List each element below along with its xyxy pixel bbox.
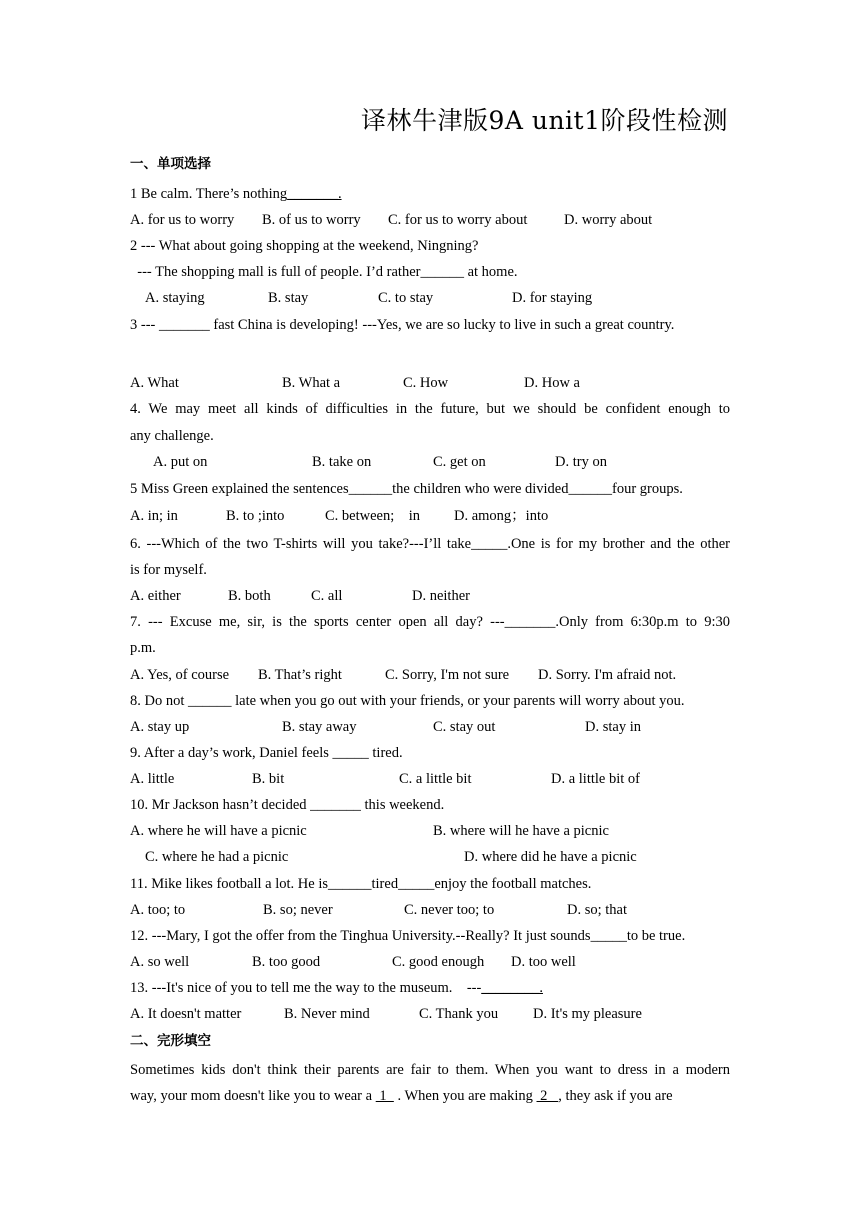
q9-option-c: C. a little bit	[399, 771, 472, 787]
q12-option-d: D. too well	[511, 954, 576, 970]
q10-option-d: D. where did he have a picnic	[464, 849, 637, 865]
question-1-blank: _______.	[287, 186, 342, 202]
q6-option-a: A. either	[130, 588, 181, 604]
question-2-stem: 2 --- What about going shopping at the weekend, Ningning?	[130, 238, 479, 254]
q3-option-b: B. What a	[282, 375, 341, 391]
q13-option-a: A. It doesn't matter	[130, 1006, 242, 1022]
q7-option-d: D. Sorry. I'm afraid not.	[538, 667, 677, 683]
q9-option-a: A. little	[130, 771, 175, 787]
question-13	[130, 979, 543, 997]
q9-option-d: D. a little bit of	[551, 771, 640, 787]
passage-blank-1: 1	[375, 1088, 394, 1104]
passage-line-2-part-c: , they ask if you are	[558, 1088, 673, 1104]
q1-option-d: D. worry about	[564, 212, 653, 228]
question-7-stem-line-2: p.m.	[130, 640, 156, 656]
q2-option-a: A. staying	[145, 290, 205, 306]
q12-option-c: C. good enough	[392, 954, 485, 970]
q4-option-c: C. get on	[433, 454, 486, 470]
question-3-stem: 3 --- _______ fast China is developing! ---Yes, we are so lucky to live in such a great country.	[130, 317, 675, 333]
question-6-stem-line-1: 6. ---Which of the two T-shirts will you take?---I’ll take_____.One is for my brother and the other	[130, 536, 730, 552]
question-4-stem-line-2: any challenge.	[130, 428, 214, 444]
question-9-stem: 9. After a day’s work, Daniel feels _____ tired.	[130, 745, 403, 761]
q2-option-b: B. stay	[268, 290, 309, 306]
question-8-stem: 8. Do not ______ late when you go out with your friends, or your parents will worry about you.	[130, 693, 685, 709]
section-heading-cloze: 二、完形填空	[130, 1033, 211, 1049]
passage-line-2-part-b: . When you are making	[393, 1088, 537, 1104]
q3-option-c: C. How	[403, 375, 449, 391]
q11-option-a: A. too; to	[130, 902, 186, 918]
q8-option-a: A. stay up	[130, 719, 190, 735]
question-10-stem: 10. Mr Jackson hasn’t decided _______ this weekend.	[130, 797, 445, 813]
q6-option-b: B. both	[228, 588, 271, 604]
q3-option-d: D. How a	[524, 375, 580, 391]
q5-option-d: D. among；into	[454, 508, 549, 524]
q13-option-b: B. Never mind	[284, 1006, 370, 1022]
question-11-stem: 11. Mike likes football a lot. He is______tired_____enjoy the football matches.	[130, 876, 592, 892]
q2-option-d: D. for staying	[512, 290, 593, 306]
q4-option-d: D. try on	[555, 454, 607, 470]
q10-option-b: B. where will he have a picnic	[433, 823, 609, 839]
q11-option-c: C. never too; to	[404, 902, 495, 918]
q4-option-a: A. put on	[153, 454, 208, 470]
q4-option-b: B. take on	[312, 454, 372, 470]
question-7-stem-line-1: 7. --- Excuse me, sir, is the sports center open all day? ---_______.Only from 6:30p.m to 9:30	[130, 614, 730, 630]
q13-option-c: C. Thank you	[419, 1006, 499, 1022]
q3-option-a: A. What	[130, 375, 179, 391]
q13-option-d: D. It's my pleasure	[533, 1006, 642, 1022]
passage-line-2	[130, 1087, 673, 1105]
question-13-stem: 13. ---It's nice of you to tell me the way to the museum. ---	[130, 980, 482, 996]
question-5-stem: 5 Miss Green explained the sentences______the children who were divided______four groups.	[130, 481, 683, 497]
q12-option-a: A. so well	[130, 954, 190, 970]
q1-option-b: B. of us to worry	[262, 212, 361, 228]
q9-option-b: B. bit	[252, 771, 285, 787]
question-6-stem-line-2: is for myself.	[130, 562, 207, 578]
question-12-stem: 12. ---Mary, I got the offer from the Tinghua University.--Really? It just sounds_____to be true.	[130, 928, 686, 944]
passage-line-2-part-a: way, your mom doesn't like you to wear a	[130, 1088, 376, 1104]
q1-option-a: A. for us to worry	[130, 212, 235, 228]
page-title: 译林牛津版9A unit1阶段性检测	[360, 106, 728, 135]
q6-option-d: D. neither	[412, 588, 470, 604]
q10-option-a: A. where he will have a picnic	[130, 823, 307, 839]
q8-option-c: C. stay out	[433, 719, 496, 735]
q8-option-b: B. stay away	[282, 719, 357, 735]
passage-line-1: Sometimes kids don't think their parents are fair to them. When you want to dress in a modern	[130, 1062, 730, 1078]
q5-option-b: B. to ;into	[226, 508, 285, 524]
question-2-reply: --- The shopping mall is full of people. I’d rather______ at home.	[130, 264, 518, 280]
question-1	[130, 185, 342, 203]
section-heading-single-choice: 一、单项选择	[130, 156, 211, 172]
q7-option-b: B. That’s right	[258, 667, 342, 683]
passage-blank-2: 2	[536, 1088, 559, 1104]
q1-option-c: C. for us to worry about	[388, 212, 528, 228]
question-13-blank: ________.	[481, 980, 543, 996]
q12-option-b: B. too good	[252, 954, 321, 970]
q5-option-c: C. between; in	[325, 508, 421, 524]
q11-option-d: D. so; that	[567, 902, 628, 918]
q6-option-c: C. all	[311, 588, 343, 604]
q10-option-c: C. where he had a picnic	[145, 849, 289, 865]
q7-option-a: A. Yes, of course	[130, 667, 230, 683]
q5-option-a: A. in; in	[130, 508, 178, 524]
question-4-stem-line-1: 4. We may meet all kinds of difficulties in the future, but we should be confident enough to	[130, 401, 730, 417]
q2-option-c: C. to stay	[378, 290, 434, 306]
question-1-stem: 1 Be calm. There’s nothing	[130, 186, 288, 202]
q11-option-b: B. so; never	[263, 902, 333, 918]
q8-option-d: D. stay in	[585, 719, 641, 735]
q7-option-c: C. Sorry, I'm not sure	[385, 667, 510, 683]
